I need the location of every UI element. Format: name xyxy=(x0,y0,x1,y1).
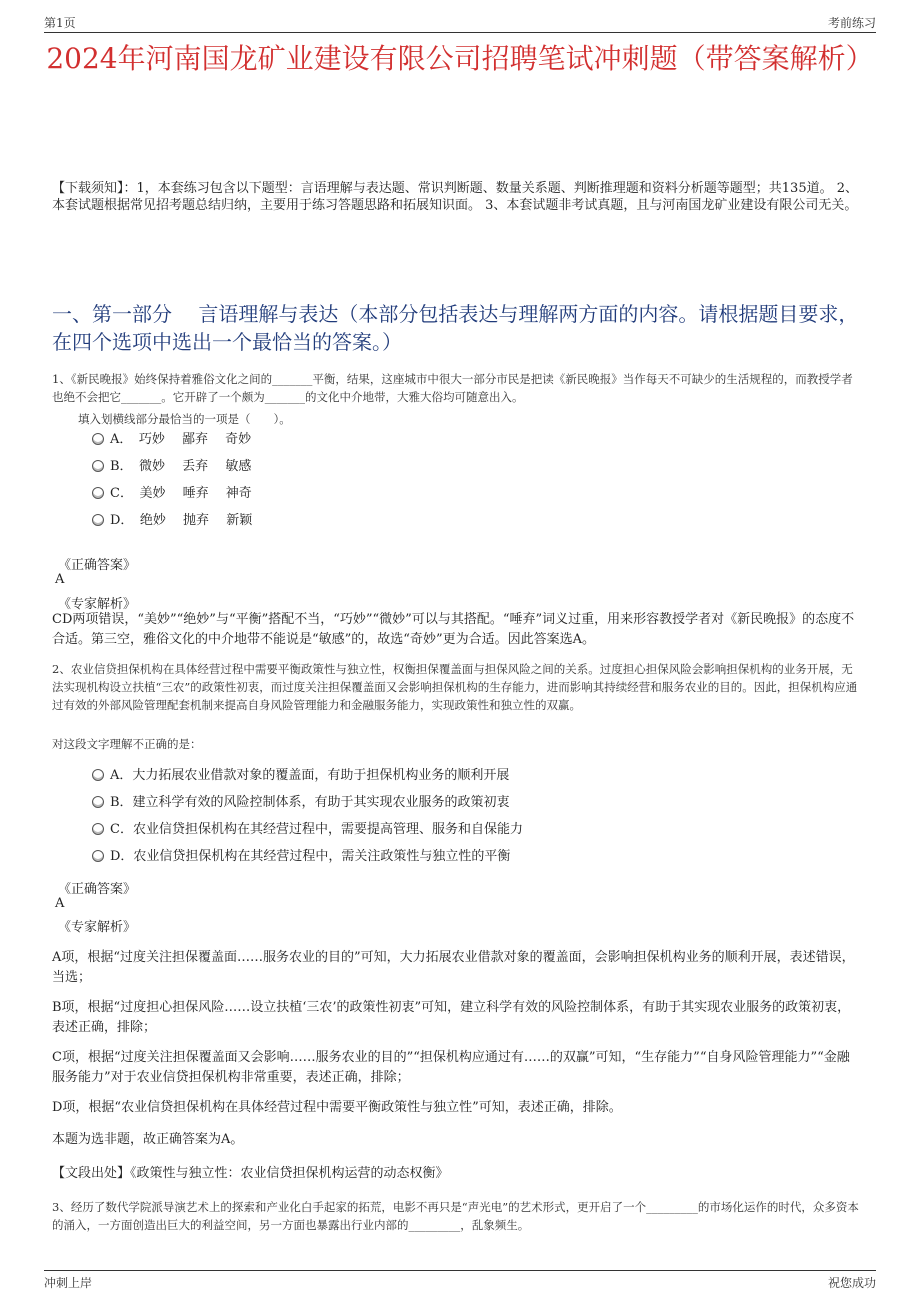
header-tag: 考前练习 xyxy=(827,16,876,30)
page-footer xyxy=(44,1270,876,1295)
analysis-paragraph-c: C项，根据“过度关注担保覆盖面又会影响……服务农业的目的”“担保机构应通过有……的双赢”可知，“生存能力”“自身风险管理能力”“金融服务能力”对于农业信贷担保机构非常重要，表述正确，排除； xyxy=(52,1050,850,1085)
question-1-analysis: CD两项错误，“美妙”“绝妙”与“平衡”搭配不当，“巧妙”“微妙”可以与其搭配。“唾弃”词义过重，用来形容教授学者对《新民晚报》的态度不合适。第三空，雅俗文化的中介地带不能说是“敏感”的，故选“奇妙”更为合适。因此答案选A。 xyxy=(52,612,855,647)
download-notice: 【下载须知】：1，本套练习包含以下题型：言语理解与表达题、常识判断题、数量关系题、判断推理题和资料分析题等题型；共135道。 2、本套试题根据常见招考题总结归纳，主要用于练习答题思路和拓展知识面。 3、本套试题非考试真题，且与河南国龙矿业建设有限公司无关。 xyxy=(52,181,858,213)
question-1-option-c[interactable] xyxy=(92,484,252,504)
option-label: C．农业信贷担保机构在其经营过程中，需要提高管理、服务和自保能力 xyxy=(110,822,523,837)
analysis-paragraph-a: A项，根据“过度关注担保覆盖面……服务农业的目的”可知，大力拓展农业借款对象的覆盖面，会影响担保机构业务的顺利开展，表述错误，当选； xyxy=(52,950,855,985)
radio-icon[interactable] xyxy=(92,769,104,781)
analysis-paragraph-b: B项，根据“过度担心担保风险……设立扶植‘三农’的政策性初衷”可知，建立科学有效的风险控制体系，有助于其实现农业服务的政策初衷，表述正确，排除； xyxy=(52,1000,851,1035)
analysis-label: 《专家解析》 xyxy=(58,597,137,612)
question-2-option-b[interactable] xyxy=(92,793,510,813)
analysis-label: 《专家解析》 xyxy=(58,920,137,935)
option-label: C． 美妙 唾弃 神奇 xyxy=(110,486,252,501)
question-1-prompt: 填入划横线部分最恰当的一项是（ ）。 xyxy=(78,412,291,426)
question-1-option-b[interactable] xyxy=(92,457,251,477)
question-2-option-a[interactable] xyxy=(92,766,509,786)
radio-icon[interactable] xyxy=(92,514,104,526)
option-label: D． 绝妙 抛弃 新颖 xyxy=(110,513,253,528)
radio-icon[interactable] xyxy=(92,796,104,808)
question-1-option-a[interactable] xyxy=(92,430,251,450)
analysis-paragraph-d: D项，根据“农业信贷担保机构在具体经营过程中需要平衡政策性与独立性”可知，表述正确，排除。 xyxy=(52,1100,622,1115)
page-header xyxy=(44,10,876,33)
option-label: A．大力拓展农业借款对象的覆盖面，有助于担保机构业务的顺利开展 xyxy=(110,768,510,783)
page-number: 第1页 xyxy=(44,16,76,30)
question-3-text: 3、经历了数代学院派导演艺术上的探索和产业化白手起家的拓荒，电影不再只是“声光电”的艺术形式，更开启了一个_________的市场化运作的时代，众多资本的涌入，一方面创造出巨大的利益空间，另一方面也暴露出行业内部的_________，乱象频生。 xyxy=(52,1200,859,1232)
footer-right: 祝您成功 xyxy=(827,1276,876,1290)
correct-answer: A xyxy=(55,572,65,587)
source-citation: 【文段出处】《政策性与独立性：农业信贷担保机构运营的动态权衡》 xyxy=(52,1166,449,1181)
radio-icon[interactable] xyxy=(92,487,104,499)
option-label: B． 微妙 丢弃 敏感 xyxy=(110,459,252,474)
radio-icon[interactable] xyxy=(92,460,104,472)
answer-label: 《正确答案》 xyxy=(58,558,137,573)
footer-left: 冲刺上岸 xyxy=(44,1276,93,1290)
analysis-conclusion: 本题为选非题，故正确答案为A。 xyxy=(52,1132,244,1147)
question-2-option-d[interactable] xyxy=(92,847,510,867)
radio-icon[interactable] xyxy=(92,823,104,835)
option-label: B．建立科学有效的风险控制体系，有助于其实现农业服务的政策初衷 xyxy=(110,795,510,810)
question-2-text: 2、农业信贷担保机构在具体经营过程中需要平衡政策性与独立性，权衡担保覆盖面与担保风险之间的关系。过度担心担保风险会影响担保机构的业务开展，无法实现机构设立扶植“三农”的政策性初衷，而过度关注担保覆盖面又会影响担保机构的生存能力，进而影响其持续经营和服务农业的目的。因此，担保机构应通过有效的外部风险管理配套机制来提高自身风险管理能力和金融服务能力，实现政策性和独立性的双赢。 xyxy=(52,662,858,712)
radio-icon[interactable] xyxy=(92,850,104,862)
section-heading: 一、第一部分 言语理解与表达（本部分包括表达与理解两方面的内容。请根据题目要求，在四个选项中选出一个最恰当的答案。） xyxy=(52,302,859,354)
document-title: 2024年河南国龙矿业建设有限公司招聘笔试冲刺题（带答案解析） xyxy=(46,42,874,75)
option-label: A． 巧妙 鄙弃 奇妙 xyxy=(110,432,252,447)
question-1-text: 1、《新民晚报》始终保持着雅俗文化之间的_______平衡，结果，这座城市中很大一部分市民是把读《新民晚报》当作每天不可缺少的生活规程的，而教授学者也绝不会把它_______。它开辟了一个颇为_______的文化中介地带，大雅大俗均可随意出入。 xyxy=(52,372,853,404)
question-2-prompt: 对这段文字理解不正确的是： xyxy=(52,737,202,751)
option-label: D．农业信贷担保机构在其经营过程中，需关注政策性与独立性的平衡 xyxy=(110,849,511,864)
answer-label: 《正确答案》 xyxy=(58,882,137,897)
radio-icon[interactable] xyxy=(92,433,104,445)
question-1-option-d[interactable] xyxy=(92,511,252,531)
correct-answer: A xyxy=(55,896,65,911)
question-2-option-c[interactable] xyxy=(92,820,523,840)
